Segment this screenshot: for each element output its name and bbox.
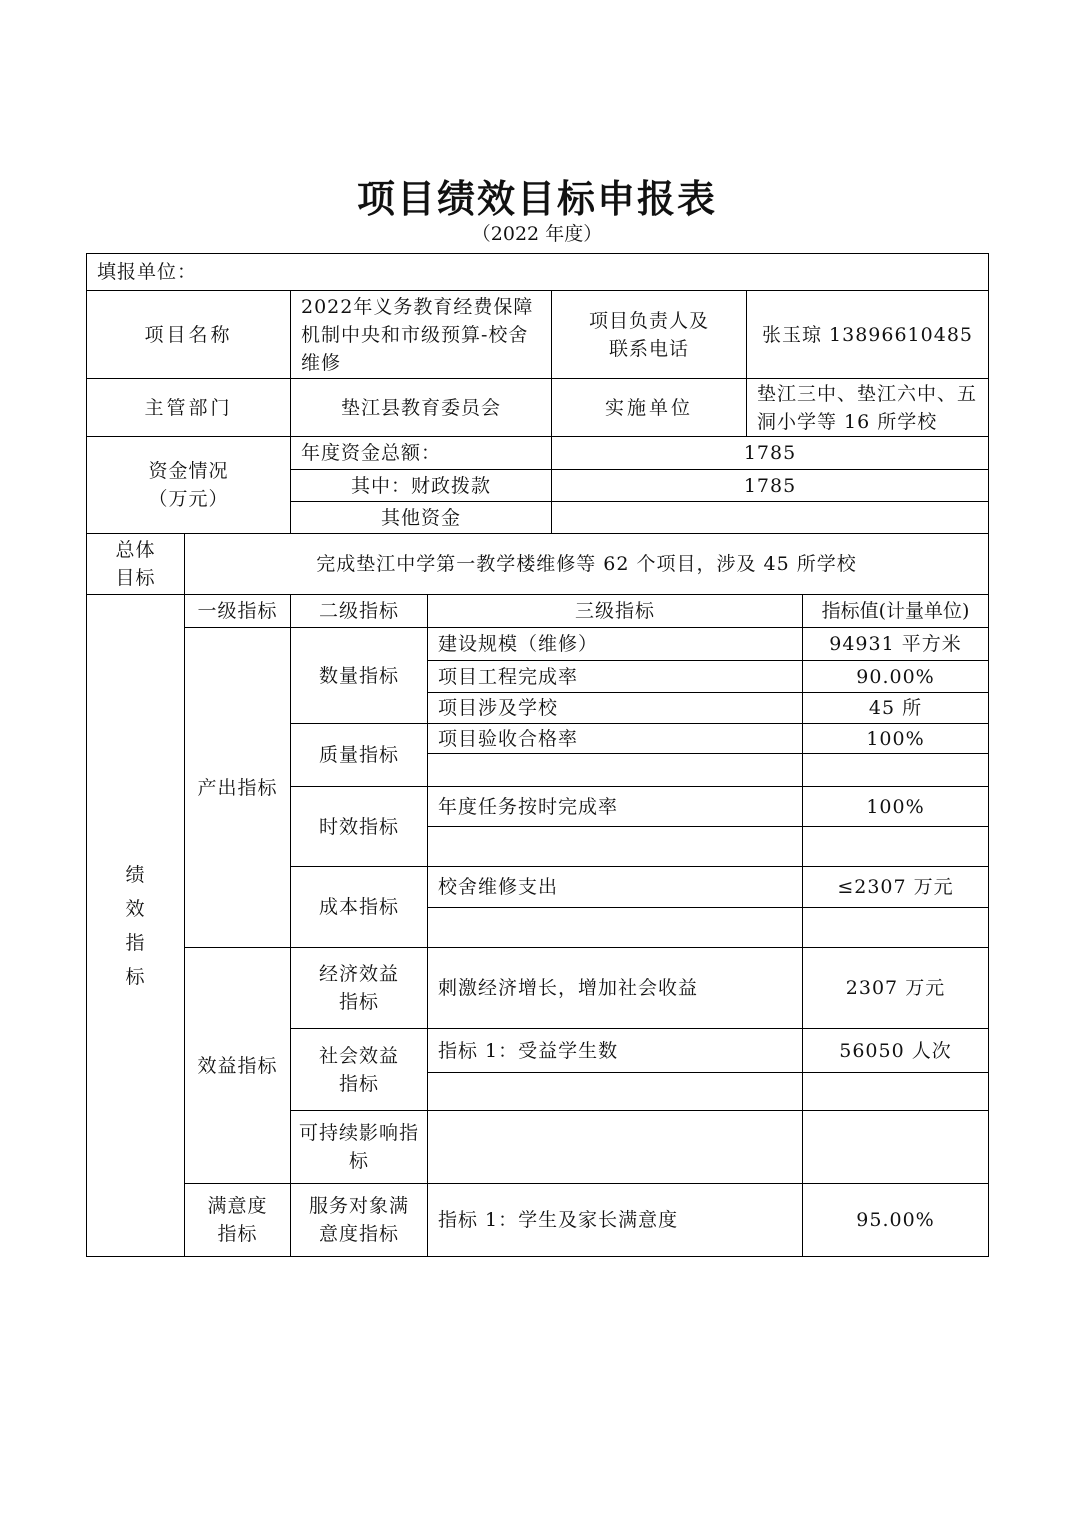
indicator-value-sat1: 95.00% bbox=[856, 1209, 935, 1231]
indicator-name-sat1: 指标 1：学生及家长满意度 bbox=[438, 1209, 679, 1231]
supervising-dept-label: 主管部门 bbox=[144, 396, 233, 419]
indicator-name-q3: 项目涉及学校 bbox=[438, 697, 559, 719]
indicator-value-t1: 100% bbox=[866, 795, 925, 818]
indicator-name-q1: 建设规模（维修） bbox=[438, 633, 599, 655]
quantity-indicator-label: 数量指标 bbox=[318, 664, 399, 687]
indicator-name-c1: 校舍维修支出 bbox=[438, 876, 559, 898]
indicator-value-q2: 90.00% bbox=[856, 665, 935, 688]
funds-total-value: 1785 bbox=[743, 442, 797, 464]
timeliness-indicator-label: 时效指标 bbox=[318, 815, 399, 838]
indicator-name-t1: 年度任务按时完成率 bbox=[438, 795, 619, 818]
indicator-name-s1: 指标 1：受益学生数 bbox=[438, 1039, 619, 1062]
fill-unit-label: 填报单位： bbox=[97, 261, 198, 283]
service-satisfaction-label: 服务对象满意度指标 bbox=[308, 1195, 409, 1245]
overall-goal-label: 总体目标 bbox=[115, 539, 156, 589]
indicator-value-q3: 45 所 bbox=[868, 697, 923, 719]
indicator-value-c1: ≤2307 万元 bbox=[837, 876, 954, 898]
indicator-name-e1: 刺激经济增长，增加社会收益 bbox=[438, 977, 699, 999]
header-level3: 三级指标 bbox=[574, 600, 655, 622]
indicator-name-q2: 项目工程完成率 bbox=[438, 665, 579, 688]
quality-indicator-label: 质量指标 bbox=[318, 744, 399, 766]
page-title: 项目绩效目标申报表 bbox=[356, 177, 717, 221]
project-name-value: 2022年义务教育经费保障机制中央和市级预算-校舍维修 bbox=[301, 295, 534, 374]
indicator-value-e1: 2307 万元 bbox=[845, 977, 946, 999]
funds-other-label: 其他资金 bbox=[380, 506, 461, 529]
indicators-section-label: 绩效指标 bbox=[125, 863, 146, 988]
indicator-name-qa1: 项目验收合格率 bbox=[438, 727, 579, 750]
funds-other-value bbox=[552, 502, 988, 533]
funds-fiscal-label: 其中：财政拨款 bbox=[350, 474, 491, 497]
implementing-unit-value: 垫江三中、垫江六中、五洞小学等 16 所学校 bbox=[757, 382, 978, 433]
social-benefit-label: 社会效益指标 bbox=[318, 1044, 399, 1095]
funds-label: 资金情况（万元） bbox=[148, 460, 229, 510]
indicator-value-qa1: 100% bbox=[866, 727, 925, 750]
sustainable-impact-label: 可持续影响指标 bbox=[299, 1122, 420, 1172]
output-indicator-label: 产出指标 bbox=[197, 776, 278, 799]
overall-goal-value: 完成垫江中学第一教学楼维修等 62 个项目，涉及 45 所学校 bbox=[316, 553, 857, 575]
indicator-value-q1: 94931 平方米 bbox=[829, 633, 962, 655]
satisfaction-indicator-label: 满意度指标 bbox=[207, 1195, 268, 1245]
benefit-indicator-label: 效益指标 bbox=[197, 1054, 278, 1077]
project-leader-value: 张玉琼 13896610485 bbox=[761, 323, 973, 346]
indicator-value-s1: 56050 人次 bbox=[839, 1039, 952, 1062]
header-level1: 一级指标 bbox=[197, 600, 278, 622]
funds-fiscal-value: 1785 bbox=[743, 474, 797, 497]
economic-benefit-label: 经济效益指标 bbox=[318, 963, 399, 1013]
implementing-unit-label: 实施单位 bbox=[604, 396, 693, 419]
header-value: 指标值(计量单位) bbox=[821, 600, 970, 622]
funds-total-label: 年度资金总额： bbox=[301, 442, 442, 464]
cost-indicator-label: 成本指标 bbox=[318, 896, 399, 918]
year-note: （2022 年度） bbox=[471, 223, 603, 245]
project-leader-label: 项目负责人及联系电话 bbox=[588, 309, 709, 360]
project-name-label: 项目名称 bbox=[144, 323, 233, 346]
header-level2: 二级指标 bbox=[318, 600, 399, 622]
supervising-dept-value: 垫江县教育委员会 bbox=[340, 396, 501, 419]
